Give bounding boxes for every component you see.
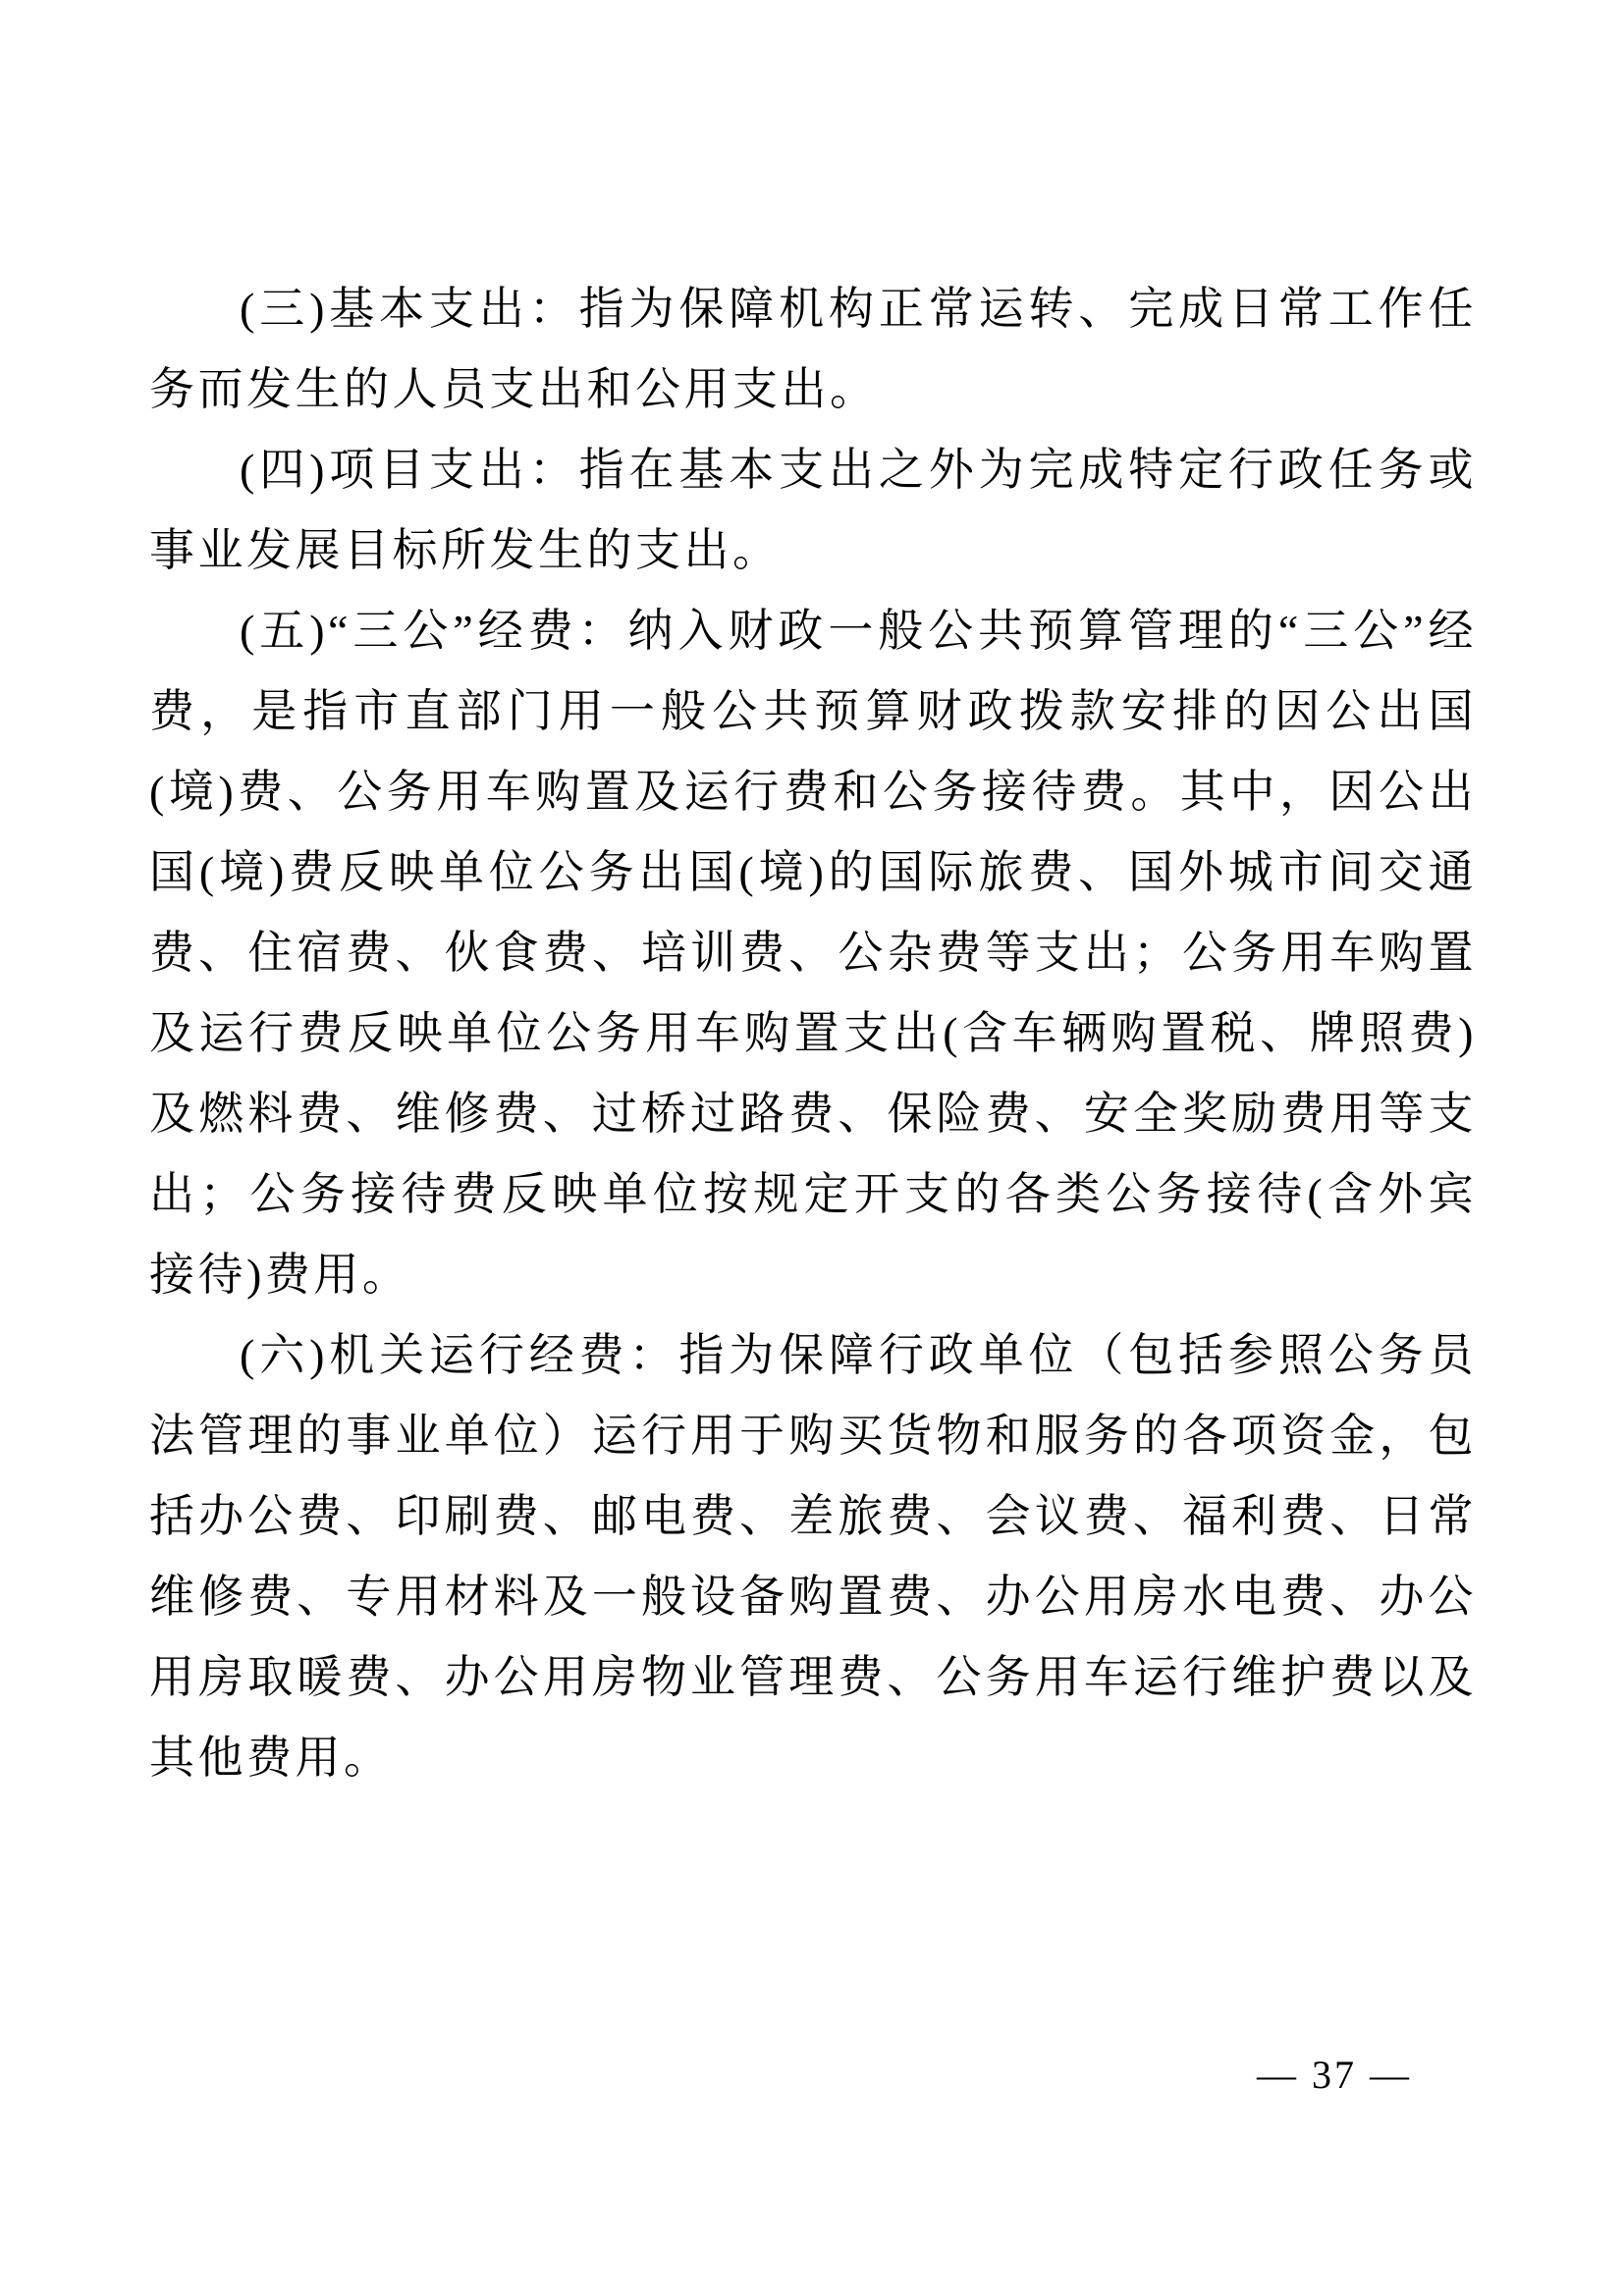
page-number: — 37 —	[1257, 2053, 1412, 2097]
document-body	[149, 269, 1477, 1798]
paragraph-project-expenditure: (四)项目支出：指在基本支出之外为完成特定行政任务或事业发展目标所发生的支出。	[149, 445, 1477, 575]
paragraph-three-public-funds: (五)“三公”经费：纳入财政一般公共预算管理的“三公”经费，是指市直部门用一般公共预算财政拨款安排的因公出国(境)费、公务用车购置及运行费和公务接待费。其中，因公出国(境)费反映单位公务出国(境)的国际旅费、国外城市间交通费、住宿费、伙食费、培训费、公杂费等支出；公务用车购置及运行费反映单位公务用车购置支出(含车辆购置税、牌照费)及燃料费、维修费、过桥过路费、保险费、安全奖励费用等支出；公务接待费反映单位按规定开支的各类公务接待(含外宾接待)费用。	[149, 606, 1477, 1300]
paragraph-agency-operating-funds: (六)机关运行经费：指为保障行政单位（包括参照公务员法管理的事业单位）运行用于购买货物和服务的各项资金，包括办公费、印刷费、邮电费、差旅费、会议费、福利费、日常维修费、专用材料及一般设备购置费、办公用房水电费、办公用房取暖费、办公用房物业管理费、公务用车运行维护费以及其他费用。	[149, 1330, 1477, 1783]
paragraph-basic-expenditure: (三)基本支出：指为保障机构正常运转、完成日常工作任务而发生的人员支出和公用支出。	[149, 284, 1477, 414]
